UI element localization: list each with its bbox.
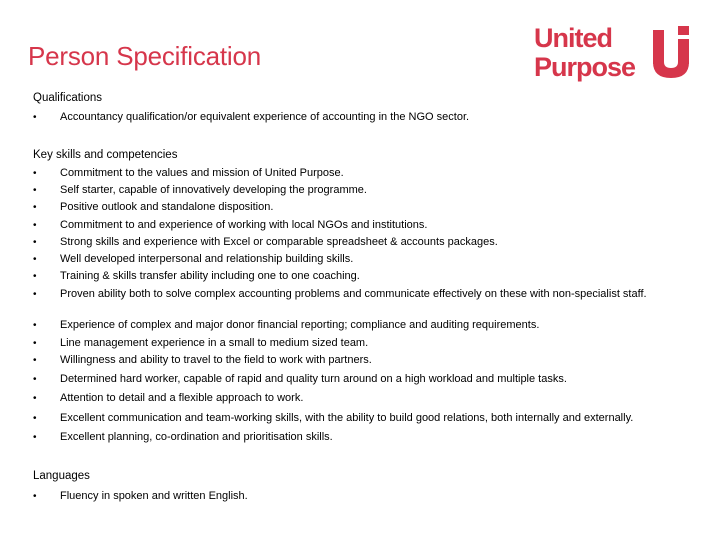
list-item-text: Willingness and ability to travel to the field to work with partners. [60,354,372,366]
list-item-text: Commitment to the values and mission of United Purpose. [60,167,344,179]
list-item-text: Determined hard worker, capable of rapid and quality turn around on a high workload and multiple tasks. [60,373,567,385]
list-item-text: Self starter, capable of innovatively developing the programme. [60,184,367,196]
brand-line-2: Purpose [534,52,636,82]
list-item-text: Positive outlook and standalone disposition. [60,201,274,213]
languages-heading: Languages [33,470,90,482]
bullet: • [33,355,37,366]
list-item-text: Training & skills transfer ability including one to one coaching. [60,270,360,282]
bullet: • [33,112,37,123]
brand-logo [534,24,694,86]
list-item-text: Attention to detail and a flexible approach to work. [60,392,304,404]
bullet: • [33,237,37,248]
brand-u-mark-icon [653,26,691,82]
bullet: • [33,491,37,502]
list-item-text: Commitment to and experience of working with local NGOs and institutions. [60,219,428,231]
skills-heading: Key skills and competencies [33,149,178,161]
bullet: • [33,168,37,179]
list-item-text: Excellent planning, co-ordination and prioritisation skills. [60,431,333,443]
bullet: • [33,254,37,265]
list-item-text: Line management experience in a small to medium sized team. [60,337,369,349]
list-item-text: Fluency in spoken and written English. [60,490,248,502]
bullet: • [33,393,37,404]
bullet: • [33,320,37,331]
list-item-text: Well developed interpersonal and relationship building skills. [60,253,354,265]
bullet: • [33,432,37,443]
brand-wordmark [534,24,635,82]
bullet: • [33,271,37,282]
list-item-text: Proven ability both to solve complex accounting problems and communicate effectively on these with non-specialist staff. [60,288,647,300]
bullet: • [33,338,37,349]
qualifications-heading: Qualifications [33,92,103,104]
bullet: • [33,289,37,300]
bullet: • [33,202,37,213]
bullet: • [33,413,37,424]
list-item-text: Excellent communication and team-working skills, with the ability to build good relations, both internally and externally. [60,412,634,424]
page-title: Person Specification [28,41,262,71]
bullet: • [33,374,37,385]
list-item-text: Experience of complex and major donor financial reporting; compliance and auditing requirements. [60,319,540,331]
bullet: • [33,185,37,196]
bullet: • [33,220,37,231]
list-item-text: Strong skills and experience with Excel or comparable spreadsheet & accounts packages. [60,236,498,248]
brand-line-1: United [534,23,612,53]
list-item-text: Accountancy qualification/or equivalent experience of accounting in the NGO sector. [60,111,470,123]
